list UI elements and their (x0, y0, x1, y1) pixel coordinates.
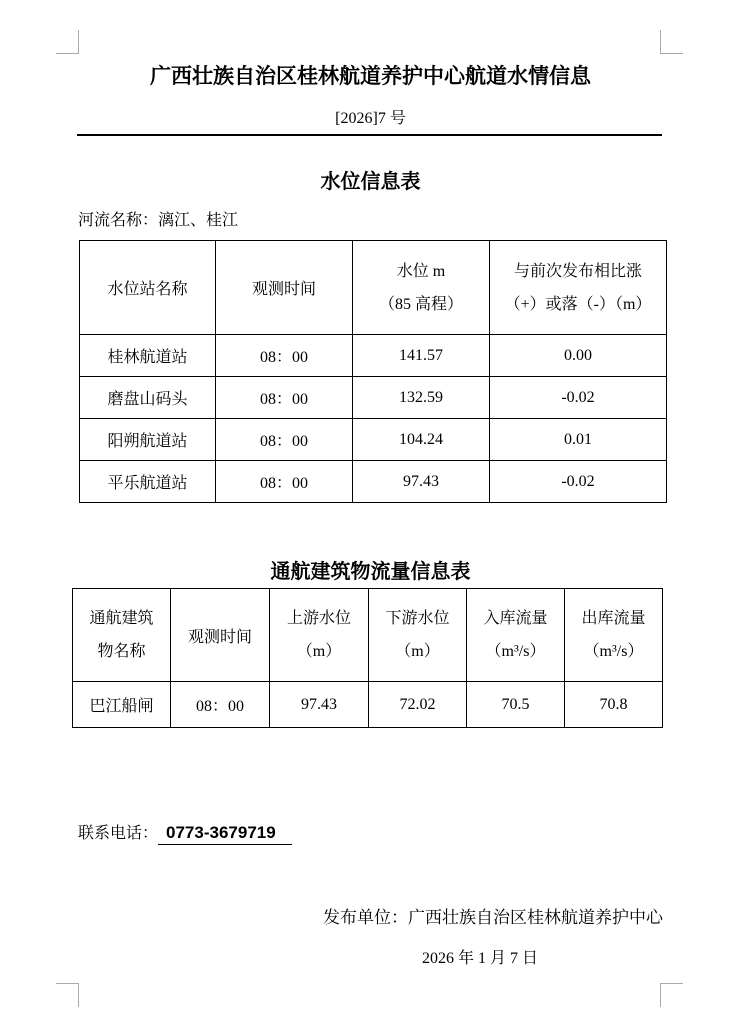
header-change-line2: （+）或落（-）（m） (504, 295, 652, 313)
header-level-line1: 水位 m (396, 262, 446, 280)
header-level (353, 241, 490, 335)
header-level-line2: （85 高程） (378, 295, 463, 313)
header-structure-line1: 通航建筑 (89, 610, 154, 627)
contact-phone: 0773-3679719 (158, 823, 292, 845)
water-level-table-header-row (80, 241, 667, 335)
observe-time: 08：00 (216, 419, 353, 461)
document-number: [2026]7 号 (335, 110, 406, 127)
publisher-line: 发布单位：广西壮族自治区桂林航道养护中心 (323, 908, 663, 927)
station-name: 桂林航道站 (80, 335, 216, 377)
level-change: 0.00 (490, 335, 667, 377)
inflow-rate: 70.5 (467, 682, 565, 728)
station-name: 阳朔航道站 (80, 419, 216, 461)
header-station: 水位站名称 (80, 241, 216, 335)
observe-time: 08：00 (216, 335, 353, 377)
header-time: 观测时间 (171, 589, 270, 682)
flow-section-heading: 通航建筑物流量信息表 (270, 561, 471, 583)
header-downstream (369, 589, 467, 682)
header-inflow-line2: （m³/s） (485, 643, 546, 660)
header-change (490, 241, 667, 335)
level-change: 0.01 (490, 419, 667, 461)
outflow-rate: 70.8 (565, 682, 663, 728)
flow-table (72, 588, 663, 728)
contact-line (78, 820, 292, 843)
station-name: 平乐航道站 (80, 461, 216, 503)
water-level: 104.24 (353, 419, 490, 461)
header-downstream-line1: 下游水位 (385, 610, 450, 627)
observe-time: 08：00 (216, 461, 353, 503)
header-rule (77, 134, 662, 136)
crop-mark-bottom-left-icon (56, 983, 79, 1007)
header-outflow-line2: （m³/s） (583, 643, 644, 660)
level-change: -0.02 (490, 461, 667, 503)
table-row (80, 461, 667, 503)
crop-mark-top-right-icon (660, 30, 683, 54)
level-change: -0.02 (490, 377, 667, 419)
header-structure (73, 589, 171, 682)
observe-time: 08：00 (171, 682, 270, 728)
downstream-level: 72.02 (369, 682, 467, 728)
header-outflow (565, 589, 663, 682)
crop-mark-bottom-right-icon (660, 983, 683, 1007)
river-name-line: 河流名称：漓江、桂江 (78, 212, 239, 229)
structure-name: 巴江船闸 (73, 682, 171, 728)
flow-table-header-row (73, 589, 663, 682)
table-row (80, 335, 667, 377)
crop-mark-top-left-icon (56, 30, 79, 54)
water-level: 141.57 (353, 335, 490, 377)
header-outflow-line1: 出库流量 (581, 610, 646, 627)
header-upstream-line1: 上游水位 (286, 610, 351, 627)
upstream-level: 97.43 (270, 682, 369, 728)
station-name: 磨盘山码头 (80, 377, 216, 419)
water-level-table (79, 240, 667, 503)
table-row (73, 682, 663, 728)
header-upstream-line2: （m） (296, 643, 342, 660)
table-row (80, 419, 667, 461)
observe-time: 08：00 (216, 377, 353, 419)
water-level: 132.59 (353, 377, 490, 419)
header-change-line1: 与前次发布相比涨 (513, 262, 642, 280)
header-downstream-line2: （m） (395, 643, 440, 660)
water-level: 97.43 (353, 461, 490, 503)
header-inflow-line1: 入库流量 (483, 610, 548, 627)
header-time: 观测时间 (216, 241, 353, 335)
table-row (80, 377, 667, 419)
header-upstream (270, 589, 369, 682)
water-level-section-heading: 水位信息表 (320, 171, 421, 193)
header-inflow (467, 589, 565, 682)
contact-label: 联系电话： (78, 825, 159, 842)
header-structure-line2: 物名称 (97, 643, 146, 660)
publish-date: 2026 年 1 月 7 日 (421, 950, 538, 967)
document-title: 广西壮族自治区桂林航道养护中心航道水情信息 (150, 64, 591, 88)
